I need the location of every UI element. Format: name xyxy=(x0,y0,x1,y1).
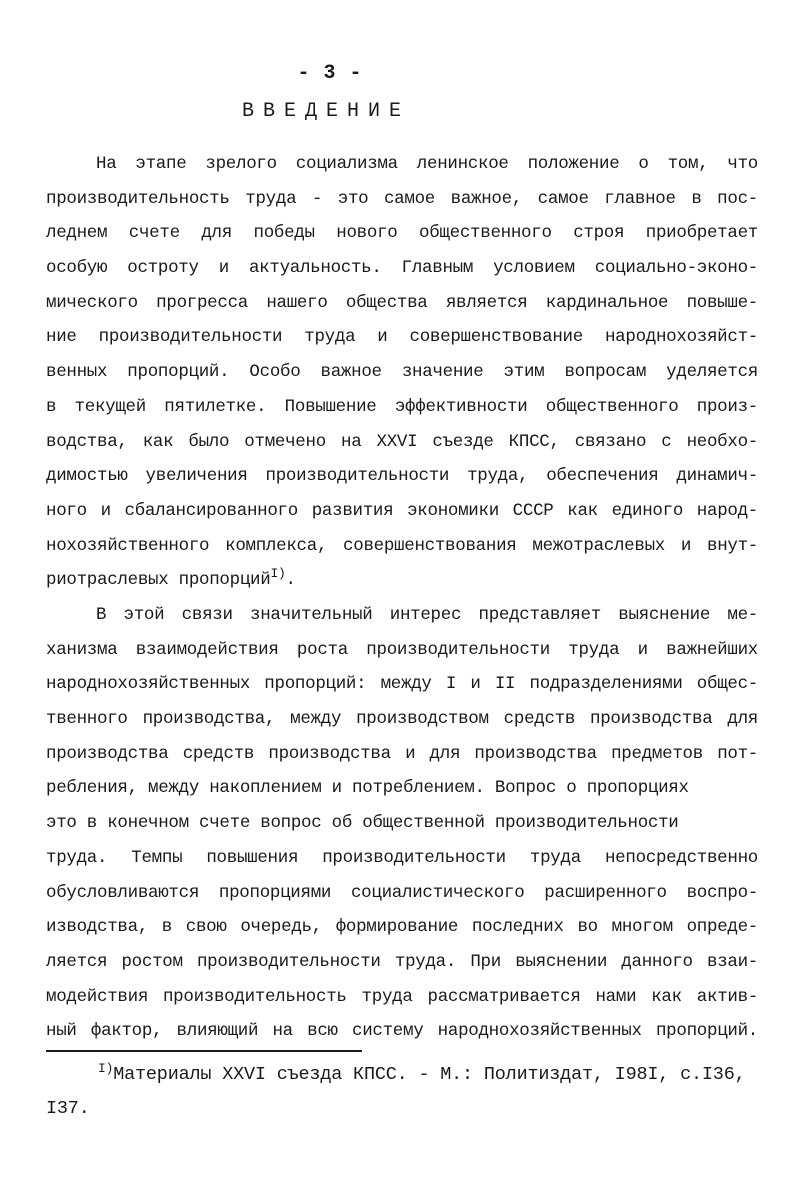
text-line: твенного производства, между производством средств производства для xyxy=(46,709,758,730)
text-fragment: риотраслевых пропорций xyxy=(46,570,271,591)
text-line: это в конечном счете вопрос об общественной производительности xyxy=(46,813,679,834)
text-line: производительность труда - это самое важное, самое главное в пос- xyxy=(46,188,758,209)
footnote-reference: I) xyxy=(270,566,286,582)
text-line: модействия производительность труда рассматривается нами как актив- xyxy=(46,986,758,1007)
footnote-marker: I) xyxy=(98,1060,114,1076)
text-line: венных пропорций. Особо важное значение этим вопросам уделяется xyxy=(46,362,758,383)
footnote-line xyxy=(46,1058,758,1092)
text-line: народнохозяйственных пропорций: между I и II подразделениями общес- xyxy=(46,674,758,695)
footnote-divider xyxy=(46,1050,362,1052)
text-line: труда. Темпы повышения производительности труда непосредственно xyxy=(46,847,758,868)
text-line-last xyxy=(46,563,758,598)
page-title: ВВЕДЕНИЕ xyxy=(241,100,410,123)
text-line: в текущей пятилетке. Повышение эффективности общественного произ- xyxy=(46,396,758,417)
text-fragment: . xyxy=(285,570,296,591)
text-line: ханизма взаимодействия роста производительности труда и важнейших xyxy=(46,639,758,660)
text-line: ляется ростом производительности труда. При выяснении данного взаи- xyxy=(46,951,758,972)
footnote-text: Материалы XXVI съезда КПСС. - М.: Политиздат, I98I, с.I36, xyxy=(113,1064,746,1085)
footnote-line: I37. xyxy=(46,1098,90,1119)
text-line: димостью увеличения производительности труда, обеспечения динамич- xyxy=(46,466,758,487)
text-line: мического прогресса нашего общества является кардинальное повыше- xyxy=(46,292,758,313)
text-line: ние производительности труда и совершенствование народнохозяйст- xyxy=(46,327,758,348)
text-line: леднем счете для победы нового общественного строя приобретает xyxy=(46,223,758,244)
text-line: На этапе зрелого социализма ленинское положение о том, что xyxy=(96,154,758,174)
text-line: ного и сбалансированного развития экономики СССР как единого народ- xyxy=(46,500,758,521)
text-line: ный фактор, влияющий на всю систему народнохозяйственных пропорций. xyxy=(46,1021,758,1042)
text-line: обусловливаются пропорциями социалистического расширенного воспро- xyxy=(46,882,758,903)
footnote xyxy=(46,1058,758,1126)
page-number: - 3 - xyxy=(297,62,363,85)
text-line: изводства, в свою очередь, формирование последних во многом опреде- xyxy=(46,917,758,938)
text-line: ребления, между накоплением и потреблением. Вопрос о пропорциях xyxy=(46,778,689,799)
text-line: особую остроту и актуальность. Главным условием социально-эконо- xyxy=(46,258,758,279)
paragraph-2 xyxy=(46,598,758,1049)
paragraph-1 xyxy=(46,147,758,598)
text-line: В этой связи значительный интерес представляет выяснение ме- xyxy=(96,605,758,625)
text-line: нохозяйственного комплекса, совершенствования межотраслевых и внут- xyxy=(46,535,758,556)
text-line: водства, как было отмечено на XXVI съезде КПСС, связано с необхо- xyxy=(46,431,758,452)
text-line: производства средств производства и для производства предметов пот- xyxy=(46,743,758,764)
